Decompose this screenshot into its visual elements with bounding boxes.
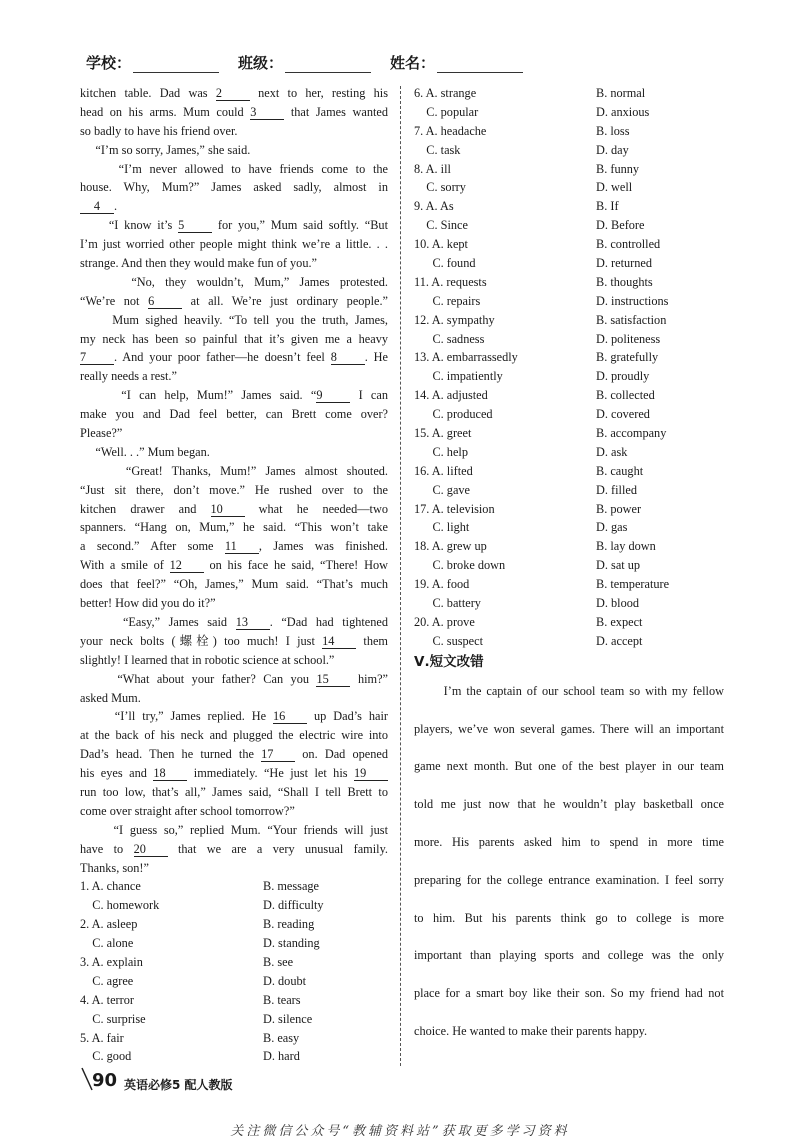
passage-line (80, 311, 388, 330)
option-choice[interactable]: 10. A. kept (414, 237, 468, 252)
option-choice[interactable]: D. instructions (596, 293, 669, 308)
option-row (414, 141, 724, 160)
option-row (80, 877, 388, 896)
option-choice[interactable]: B. funny (596, 161, 640, 176)
cloze-blank[interactable]: 17 (261, 747, 295, 762)
option-choice[interactable]: 1. A. chance (80, 879, 141, 894)
passage-line (80, 103, 388, 122)
cloze-blank[interactable]: 13 (236, 615, 270, 630)
passage-text: Dad’s head. Then he turned the (80, 747, 262, 762)
option-row (414, 292, 724, 311)
option-choice[interactable]: B. easy (263, 1030, 300, 1045)
passage-line (80, 651, 388, 670)
passage-line (80, 481, 388, 500)
option-row (414, 197, 724, 216)
option-choice[interactable]: D. difficulty (263, 898, 324, 913)
option-row (414, 330, 724, 349)
cloze-blank[interactable]: 9 (316, 388, 350, 403)
passage-line (80, 84, 388, 103)
option-choice[interactable]: 16. A. lifted (414, 463, 473, 478)
passage-text: . (114, 199, 118, 214)
option-row (414, 103, 724, 122)
passage-text: “No, they wouldn’t, Mum,” James protested. (80, 274, 388, 289)
option-choice[interactable]: D. hard (263, 1049, 300, 1064)
option-choice[interactable]: 8. A. ill (414, 161, 451, 176)
option-choice[interactable]: C. popular (414, 104, 479, 119)
option-choice[interactable]: D. standing (263, 936, 320, 951)
option-row (414, 216, 724, 235)
passage-text: “I can help, Mum!” James said. “ (80, 388, 317, 403)
option-choice[interactable]: 3. A. explain (80, 954, 143, 969)
cloze-passage (80, 84, 388, 877)
passage-text: what he needed—two (244, 501, 388, 516)
options-list-left (80, 877, 388, 1066)
option-row (414, 443, 724, 462)
cloze-blank[interactable]: 14 (322, 634, 356, 649)
option-choice[interactable]: C. impatiently (414, 369, 503, 384)
option-choice[interactable]: B. gratefully (596, 350, 659, 365)
cloze-blank[interactable]: 10 (211, 502, 245, 517)
watermark: 关注微信公众号“教辅资料站”获取更多学习资料 (230, 1124, 570, 1139)
option-choice[interactable]: D. blood (596, 596, 640, 611)
cloze-blank[interactable]: 5 (178, 218, 212, 233)
passage-text: so badly to have his friend over. (80, 123, 238, 138)
option-row (414, 594, 724, 613)
passage-text: really needs a rest.” (80, 369, 177, 384)
option-row (414, 254, 724, 273)
passage-text: “Well. . .” Mum began. (80, 444, 210, 459)
passage-line (80, 386, 388, 405)
passage-line (80, 783, 388, 802)
passage-text: slightly! I learned that in robotic science at school.” (80, 652, 335, 667)
option-row (80, 896, 388, 915)
passage-line (80, 613, 388, 632)
passage-text: Mum sighed heavily. “To tell you the truth, James, (80, 312, 388, 327)
option-choice[interactable]: C. surprise (80, 1011, 146, 1026)
passage-text: . He (364, 350, 388, 365)
essay-line: told me just now that he wouldn’t play basketball once (414, 797, 724, 812)
cloze-blank[interactable]: 16 (273, 709, 307, 724)
option-choice[interactable]: C. produced (414, 407, 493, 422)
option-choice[interactable]: D. doubt (263, 973, 307, 988)
option-choice[interactable]: B. accompany (596, 426, 667, 441)
passage-line (80, 575, 388, 594)
passage-text: house. Why, Mum?” James asked sadly, almost in (80, 180, 388, 195)
passage-line (80, 141, 388, 160)
passage-line (80, 707, 388, 726)
option-choice[interactable]: 15. A. greet (414, 426, 472, 441)
cloze-blank[interactable]: 8 (331, 350, 365, 365)
passage-text: for you,” Mum said softly. “But (212, 218, 388, 233)
cloze-blank[interactable]: 6 (148, 294, 182, 309)
passage-text: run too low, that’s all,” James said, “Shall I tell Brett to (80, 784, 388, 799)
passage-text: that we are a very unusual family. (167, 841, 388, 856)
option-row (80, 972, 388, 991)
option-choice[interactable]: C. Since (414, 218, 468, 233)
option-row (414, 122, 724, 141)
passage-text: “Great! Thanks, Mum!” James almost shouted. (80, 463, 388, 478)
option-choice[interactable]: D. filled (596, 482, 637, 497)
option-choice[interactable]: 5. A. fair (80, 1030, 124, 1045)
option-choice[interactable]: 14. A. adjusted (414, 388, 488, 403)
essay-line: game next month. But one of the best player in our team (414, 759, 724, 774)
option-choice[interactable]: 12. A. sympathy (414, 312, 495, 327)
cloze-blank[interactable]: 20 (134, 842, 168, 857)
passage-line (80, 330, 388, 349)
right-column (414, 84, 724, 1051)
passage-text: With a smile of (80, 558, 170, 573)
school-blank (133, 58, 219, 73)
option-choice[interactable]: C. suspect (414, 633, 483, 648)
option-row (414, 386, 724, 405)
option-choice[interactable]: 17. A. television (414, 501, 495, 516)
option-row (80, 915, 388, 934)
cloze-blank[interactable]: 15 (316, 672, 350, 687)
option-choice[interactable]: C. good (80, 1049, 132, 1064)
option-row (414, 348, 724, 367)
passage-text: “I’m never allowed to have friends come to the (80, 161, 388, 176)
option-choice[interactable]: 13. A. embarrassedly (414, 350, 518, 365)
cloze-blank[interactable]: 4 (80, 199, 114, 214)
cloze-blank[interactable]: 2 (216, 86, 250, 101)
option-row (414, 500, 724, 519)
passage-line (80, 160, 388, 179)
passage-text: your neck bolts (螺栓) too much! I just (80, 633, 323, 648)
passage-line (80, 745, 388, 764)
passage-line (80, 367, 388, 386)
passage-text: him?” (350, 671, 388, 686)
cloze-blank[interactable]: 3 (250, 105, 284, 120)
option-choice[interactable]: 2. A. asleep (80, 917, 138, 932)
passage-line (80, 632, 388, 651)
option-choice[interactable]: 20. A. prove (414, 614, 475, 629)
option-choice[interactable]: C. light (414, 520, 470, 535)
error-correction-passage (414, 673, 724, 1051)
option-row (414, 481, 724, 500)
passage-line (80, 405, 388, 424)
passage-text: that James wanted (284, 104, 388, 119)
left-column (80, 84, 388, 1066)
student-info-header (86, 52, 726, 82)
option-row (414, 311, 724, 330)
option-choice[interactable]: B. see (263, 954, 294, 969)
cloze-blank[interactable]: 12 (170, 558, 204, 573)
passage-text: up Dad’s hair (307, 709, 388, 724)
option-choice[interactable]: B. collected (596, 388, 655, 403)
school-label: 学校： (86, 54, 132, 72)
option-choice[interactable]: 18. A. grew up (414, 539, 487, 554)
passage-line (80, 500, 388, 519)
essay-line: players, we’ve won several games. There will an important (414, 721, 724, 736)
option-choice[interactable]: B. expect (596, 614, 643, 629)
passage-text: have to (80, 841, 134, 856)
passage-line (80, 537, 388, 556)
passage-text: a second.” After some (80, 539, 225, 554)
option-choice[interactable]: D. returned (596, 256, 652, 271)
passage-line (80, 689, 388, 708)
option-choice[interactable]: B. satisfaction (596, 312, 667, 327)
option-choice[interactable]: D. accept (596, 633, 643, 648)
option-choice[interactable]: B. loss (596, 123, 630, 138)
option-choice[interactable]: C. help (414, 444, 468, 459)
column-divider (400, 86, 401, 1066)
passage-line (80, 859, 388, 878)
option-row (414, 405, 724, 424)
passage-line (80, 518, 388, 537)
passage-text: make you and Dad feel better, can Brett come over? (80, 407, 388, 422)
option-row (80, 1047, 388, 1066)
option-choice[interactable]: B. thoughts (596, 274, 653, 289)
passage-text: them (356, 633, 388, 648)
option-choice[interactable]: D. proudly (596, 369, 650, 384)
passage-text: “I’m so sorry, James,” she said. (80, 142, 251, 157)
cloze-blank[interactable]: 7 (80, 350, 114, 365)
passage-text: “I’ll try,” James replied. He (80, 709, 274, 724)
passage-line (80, 216, 388, 235)
cloze-blank[interactable]: 18 (153, 766, 187, 781)
passage-line (80, 821, 388, 840)
passage-line (80, 726, 388, 745)
passage-text: his eyes and (80, 766, 154, 781)
option-choice[interactable]: B. power (596, 501, 642, 516)
class-label: 班级： (238, 54, 284, 72)
passage-line (80, 197, 388, 216)
passage-line (80, 122, 388, 141)
option-choice[interactable]: D. Before (596, 218, 645, 233)
passage-text: strange. And then they would make fun of you.” (80, 256, 318, 271)
passage-text: “Easy,” James said (80, 614, 236, 629)
option-choice[interactable]: C. sadness (414, 331, 485, 346)
name-field (390, 52, 523, 73)
passage-line (80, 254, 388, 273)
option-choice[interactable]: C. broke down (414, 558, 506, 573)
passage-text: “Just sit there, don’t move.” He rushed over to the (80, 482, 388, 497)
option-row (414, 235, 724, 254)
passage-line (80, 594, 388, 613)
option-choice[interactable]: B. controlled (596, 237, 661, 252)
option-choice[interactable]: B. tears (263, 992, 301, 1007)
passage-text: . “Dad had tightened (269, 614, 388, 629)
option-row (80, 991, 388, 1010)
passage-text: . And your poor father—he doesn’t feel (114, 350, 331, 365)
option-choice[interactable]: C. sorry (414, 180, 466, 195)
option-choice[interactable]: 9. A. As (414, 199, 454, 214)
passage-text: on. Dad opened (295, 747, 388, 762)
passage-text: at all. We’re just ordinary people.” (182, 293, 388, 308)
cloze-blank[interactable]: 11 (225, 539, 259, 554)
option-choice[interactable]: D. anxious (596, 104, 650, 119)
option-row (414, 575, 724, 594)
passage-text: “I know it’s (80, 218, 179, 233)
essay-line: place for a smart boy like their son. So my friend had not (414, 986, 724, 1001)
option-row (414, 178, 724, 197)
section-title: Ⅴ.短文改错 (414, 653, 484, 670)
passage-text: on his face he said, “There! How (203, 558, 388, 573)
passage-line (80, 802, 388, 821)
option-choice[interactable]: C. agree (80, 973, 134, 988)
option-choice[interactable]: 4. A. terror (80, 992, 134, 1007)
passage-text: kitchen drawer and (80, 501, 211, 516)
passage-text: “What about your father? Can you (80, 671, 317, 686)
passage-line (80, 424, 388, 443)
essay-line: preparing for the college entrance examination. I feel sorry (414, 872, 724, 887)
passage-text: head on his arms. Mum could (80, 104, 251, 119)
option-choice[interactable]: D. ask (596, 444, 628, 459)
passage-text: I can (350, 388, 388, 403)
option-row (414, 367, 724, 386)
class-blank (285, 58, 371, 73)
option-row (414, 613, 724, 632)
class-field (238, 52, 371, 73)
option-choice[interactable]: B. If (596, 199, 619, 214)
option-choice[interactable]: C. gave (414, 482, 471, 497)
option-choice[interactable]: D. well (596, 180, 633, 195)
passage-text: come over straight after school tomorrow?” (80, 803, 295, 818)
passage-text: “We’re not (80, 293, 149, 308)
option-choice[interactable]: 11. A. requests (414, 274, 487, 289)
essay-line: more. His parents asked him to spend in more time (414, 834, 724, 849)
option-row (80, 953, 388, 972)
option-choice[interactable]: 6. A. strange (414, 86, 477, 100)
option-choice[interactable]: B. caught (596, 463, 644, 478)
passage-text: next to her, resting his (249, 86, 388, 100)
option-choice[interactable]: C. found (414, 256, 476, 271)
passage-line (80, 235, 388, 254)
passage-text: kitchen table. Dad was (80, 86, 216, 100)
option-choice[interactable]: C. alone (80, 936, 134, 951)
option-choice[interactable]: D. politeness (596, 331, 661, 346)
name-blank (437, 58, 523, 73)
passage-line (80, 178, 388, 197)
option-row (414, 462, 724, 481)
passage-line (80, 670, 388, 689)
option-choice[interactable]: D. day (596, 142, 629, 157)
passage-line (80, 840, 388, 859)
essay-line: I’m the captain of our school team so with my fellow (414, 683, 724, 698)
page-number: 90 (92, 1070, 118, 1091)
options-list-right (414, 84, 724, 651)
option-row (414, 556, 724, 575)
option-choice[interactable]: 7. A. headache (414, 123, 487, 138)
option-row (414, 537, 724, 556)
passage-line (80, 462, 388, 481)
option-choice[interactable]: D. gas (596, 520, 628, 535)
option-row (414, 632, 724, 651)
option-choice[interactable]: D. covered (596, 407, 650, 422)
essay-line: important than playing sports and college was the only (414, 948, 724, 963)
option-row (414, 273, 724, 292)
option-choice[interactable]: C. battery (414, 596, 481, 611)
passage-text: immediately. “He just let his (187, 766, 354, 781)
passage-text: asked Mum. (80, 690, 141, 705)
option-choice[interactable]: C. homework (80, 898, 160, 913)
passage-text: , James was finished. (258, 539, 388, 554)
option-choice[interactable]: B. reading (263, 917, 315, 932)
option-choice[interactable]: B. temperature (596, 577, 670, 592)
option-row (414, 518, 724, 537)
option-row (414, 424, 724, 443)
book-title: 英语必修5 配人教版 (124, 1078, 233, 1092)
option-choice[interactable]: C. repairs (414, 293, 481, 308)
school-field (86, 52, 219, 73)
option-choice[interactable]: D. sat up (596, 558, 641, 573)
cloze-blank[interactable]: 19 (354, 766, 388, 781)
option-row (80, 1029, 388, 1048)
passage-line (80, 764, 388, 783)
passage-line (80, 348, 388, 367)
option-row (80, 1010, 388, 1029)
passage-text: Please?” (80, 426, 123, 441)
passage-line (80, 292, 388, 311)
passage-text: “I guess so,” replied Mum. “Your friends will just (80, 822, 388, 837)
passage-line (80, 273, 388, 292)
essay-line: choice. He wanted to make their parents happy. (414, 1023, 648, 1038)
option-choice[interactable]: D. silence (263, 1011, 313, 1026)
passage-text: better! How did you do it?” (80, 596, 216, 611)
passage-line (80, 556, 388, 575)
passage-text: at the back of his neck and plugged the electric wire into (80, 728, 388, 743)
option-choice[interactable]: B. normal (596, 86, 646, 100)
passage-text: my neck has been so painful that it’s given me a heavy (80, 331, 388, 346)
essay-line: to him. But his parents think go to college is more (414, 910, 724, 925)
option-choice[interactable]: B. lay down (596, 539, 656, 554)
option-choice[interactable]: B. message (263, 879, 320, 894)
option-row (80, 934, 388, 953)
option-row (414, 84, 724, 103)
option-choice[interactable]: 19. A. food (414, 577, 470, 592)
passage-line (80, 443, 388, 462)
passage-text: I’m just worried other people might think we’re a little. . . (80, 237, 388, 252)
passage-text: spanners. “Hang on, Mum,” he said. “This won’t take (80, 520, 388, 535)
option-row (414, 160, 724, 179)
passage-text: does that feel?” “Oh, James,” Mum said. “That’s much (80, 577, 388, 592)
option-choice[interactable]: C. task (414, 142, 461, 157)
name-label: 姓名： (390, 54, 436, 72)
passage-text: Thanks, son!” (80, 860, 149, 875)
